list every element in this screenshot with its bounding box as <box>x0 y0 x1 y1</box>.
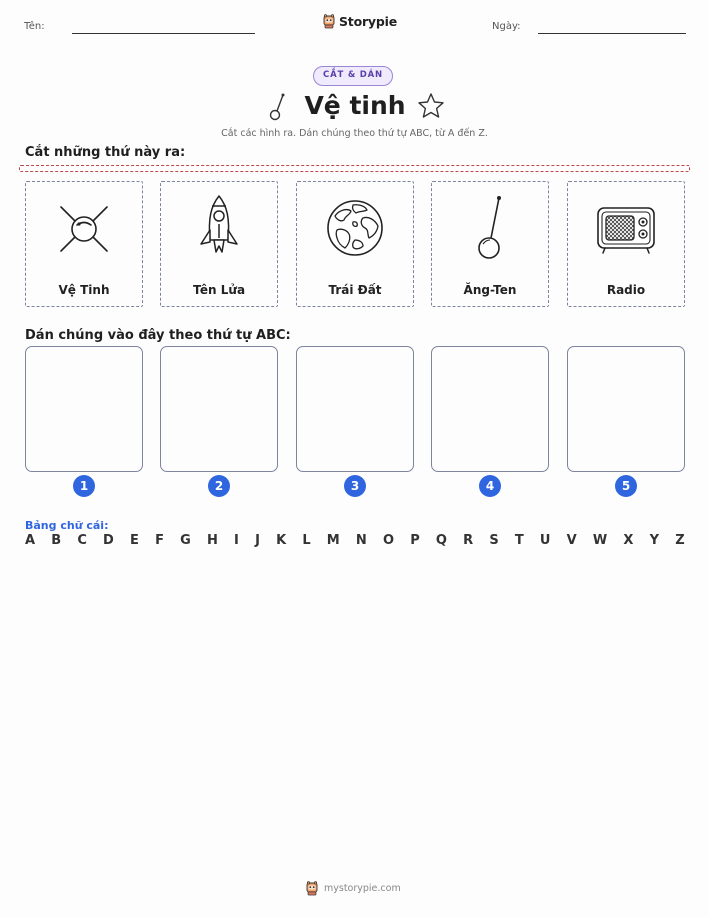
alphabet-letter: O <box>382 533 395 548</box>
instructions: Cắt các hình ra. Dán chúng theo thứ tự ABC, từ A đến Z. <box>221 128 488 139</box>
alphabet-letter: C <box>77 533 87 548</box>
cut-card-earth[interactable] <box>296 181 414 307</box>
alphabet-letter: X <box>623 533 634 548</box>
date-line[interactable] <box>538 33 686 34</box>
paste-slot-1[interactable] <box>25 346 143 472</box>
storypie-mascot-icon <box>305 880 319 896</box>
alphabet-letter: G <box>180 533 191 548</box>
alphabet-letter: M <box>326 533 340 548</box>
card-label: Vệ Tinh <box>58 283 110 297</box>
date-label: Ngày: <box>492 21 521 32</box>
name-label: Tên: <box>24 21 45 32</box>
footer <box>305 880 401 896</box>
cut-line <box>19 165 690 172</box>
alphabet-letter: N <box>355 533 367 548</box>
alphabet-letter: J <box>255 533 260 548</box>
brand-name: Storypie <box>339 13 397 29</box>
alphabet-letter: S <box>489 533 499 548</box>
slot-number: 4 <box>479 475 501 497</box>
paste-slot-4[interactable] <box>431 346 549 472</box>
alphabet-letter: E <box>130 533 139 548</box>
alphabet-letter: H <box>206 533 218 548</box>
card-label: Trái Đất <box>328 283 382 297</box>
cut-heading: Cắt những thứ này ra: <box>25 145 186 160</box>
cut-card-satellite[interactable] <box>25 181 143 307</box>
paste-heading: Dán chúng vào đây theo thứ tự ABC: <box>25 328 291 343</box>
alphabet-letter: Q <box>435 533 447 548</box>
antenna-doodle-icon <box>266 92 292 122</box>
cut-card-antenna[interactable] <box>431 181 549 307</box>
alphabet-letter: L <box>302 533 311 548</box>
earth-icon <box>323 196 387 260</box>
alphabet-letter: T <box>514 533 524 548</box>
radio-icon <box>593 198 659 258</box>
satellite-icon <box>51 195 117 261</box>
alphabet-letter: A <box>25 533 36 548</box>
star-icon <box>416 91 446 121</box>
alphabet-letter: B <box>51 533 62 548</box>
cut-card-radio[interactable] <box>567 181 685 307</box>
card-label: Tên Lửa <box>192 283 246 297</box>
card-label: Ăng-Ten <box>463 283 517 297</box>
alphabet-letter: Y <box>649 533 660 548</box>
alphabet-letter: W <box>592 533 608 548</box>
alphabet-row <box>25 533 685 548</box>
slot-number: 3 <box>344 475 366 497</box>
alphabet-letter: I <box>234 533 239 548</box>
cut-card-rocket[interactable] <box>160 181 278 307</box>
brand-logo <box>322 13 397 29</box>
paste-slot-3[interactable] <box>296 346 414 472</box>
activity-badge: CẮT & DÁN <box>313 66 393 86</box>
page-title: Vệ tinh <box>304 91 406 120</box>
alphabet-letter: Z <box>675 533 685 548</box>
storypie-mascot-icon <box>322 13 336 29</box>
slot-number: 2 <box>208 475 230 497</box>
alphabet-letter: D <box>103 533 114 548</box>
alphabet-letter: F <box>155 533 164 548</box>
alphabet-letter: K <box>276 533 287 548</box>
card-label: Radio <box>606 283 646 297</box>
footer-site[interactable]: mystorypie.com <box>324 882 401 894</box>
name-line[interactable] <box>72 33 255 34</box>
paste-slot-5[interactable] <box>567 346 685 472</box>
alphabet-letter: P <box>410 533 420 548</box>
alphabet-title: Bảng chữ cái: <box>25 519 109 532</box>
paste-slot-2[interactable] <box>160 346 278 472</box>
slot-number: 5 <box>615 475 637 497</box>
alphabet-letter: R <box>463 533 474 548</box>
alphabet-letter: V <box>566 533 577 548</box>
slot-number: 1 <box>73 475 95 497</box>
alphabet-letter: U <box>539 533 551 548</box>
antenna-icon <box>465 192 515 264</box>
rocket-icon <box>194 192 244 264</box>
